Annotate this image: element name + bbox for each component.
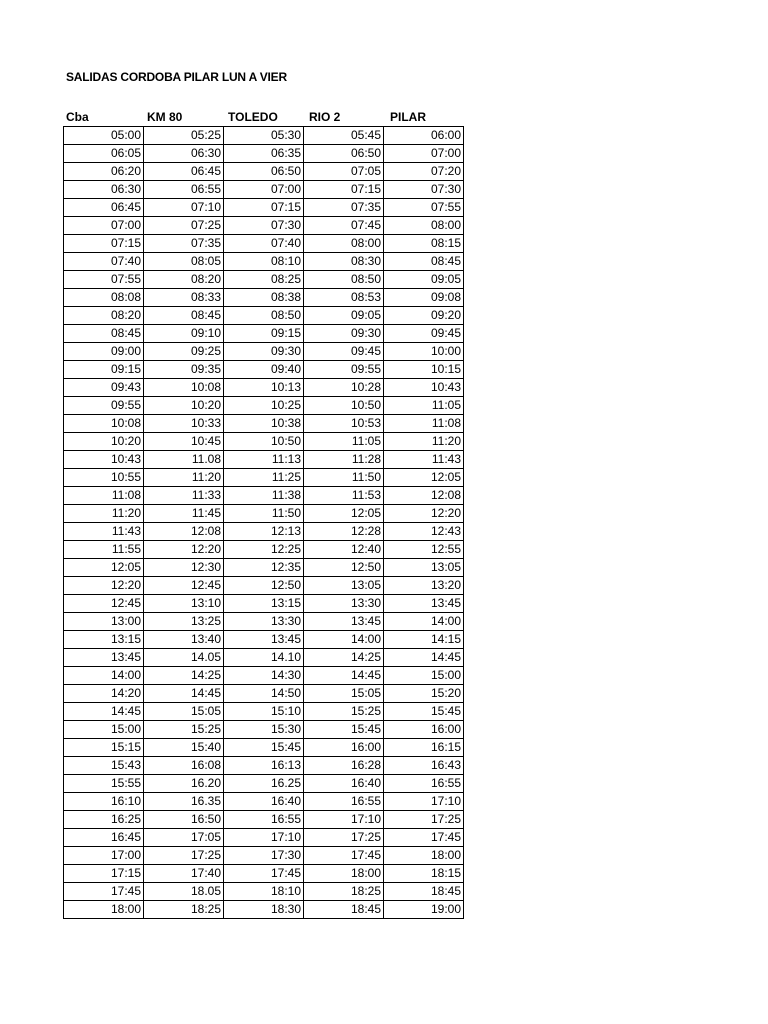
cell-rio2: 07:05 — [304, 163, 384, 181]
cell-km80: 06:30 — [144, 145, 224, 163]
table-row — [64, 505, 464, 523]
cell-toledo: 09:15 — [224, 325, 304, 343]
cell-km80: 18.05 — [144, 883, 224, 901]
cell-cba: 06:05 — [64, 145, 144, 163]
cell-km80: 17:40 — [144, 865, 224, 883]
cell-rio2: 07:35 — [304, 199, 384, 217]
cell-cba: 07:00 — [64, 217, 144, 235]
table-row — [64, 847, 464, 865]
column-header-pilar: PILAR — [390, 110, 426, 124]
cell-toledo: 10:25 — [224, 397, 304, 415]
cell-rio2: 13:30 — [304, 595, 384, 613]
cell-pilar: 07:00 — [384, 145, 464, 163]
cell-km80: 17:05 — [144, 829, 224, 847]
cell-cba: 15:55 — [64, 775, 144, 793]
cell-km80: 16:08 — [144, 757, 224, 775]
cell-pilar: 09:45 — [384, 325, 464, 343]
cell-rio2: 18:00 — [304, 865, 384, 883]
cell-cba: 08:20 — [64, 307, 144, 325]
cell-cba: 09:00 — [64, 343, 144, 361]
table-row — [64, 145, 464, 163]
cell-rio2: 08:30 — [304, 253, 384, 271]
cell-rio2: 16:55 — [304, 793, 384, 811]
table-row — [64, 721, 464, 739]
cell-pilar: 06:00 — [384, 127, 464, 145]
cell-cba: 17:15 — [64, 865, 144, 883]
cell-rio2: 14:25 — [304, 649, 384, 667]
table-row — [64, 343, 464, 361]
cell-toledo: 15:30 — [224, 721, 304, 739]
table-row — [64, 307, 464, 325]
cell-cba: 06:45 — [64, 199, 144, 217]
cell-cba: 17:45 — [64, 883, 144, 901]
cell-toledo: 08:50 — [224, 307, 304, 325]
cell-rio2: 12:05 — [304, 505, 384, 523]
table-row — [64, 487, 464, 505]
cell-toledo: 16:55 — [224, 811, 304, 829]
cell-km80: 08:33 — [144, 289, 224, 307]
cell-cba: 13:00 — [64, 613, 144, 631]
cell-toledo: 15:10 — [224, 703, 304, 721]
cell-rio2: 14:45 — [304, 667, 384, 685]
cell-rio2: 14:00 — [304, 631, 384, 649]
cell-km80: 07:25 — [144, 217, 224, 235]
cell-pilar: 15:45 — [384, 703, 464, 721]
cell-pilar: 16:00 — [384, 721, 464, 739]
cell-cba: 11:08 — [64, 487, 144, 505]
cell-km80: 10:45 — [144, 433, 224, 451]
table-row — [64, 613, 464, 631]
cell-toledo: 14:50 — [224, 685, 304, 703]
cell-rio2: 08:00 — [304, 235, 384, 253]
cell-pilar: 12:08 — [384, 487, 464, 505]
cell-rio2: 12:50 — [304, 559, 384, 577]
cell-pilar: 16:15 — [384, 739, 464, 757]
table-row — [64, 253, 464, 271]
table-row — [64, 523, 464, 541]
cell-cba: 17:00 — [64, 847, 144, 865]
cell-pilar: 07:55 — [384, 199, 464, 217]
cell-cba: 15:15 — [64, 739, 144, 757]
cell-toledo: 17:30 — [224, 847, 304, 865]
cell-cba: 12:45 — [64, 595, 144, 613]
cell-rio2: 15:25 — [304, 703, 384, 721]
cell-toledo: 06:35 — [224, 145, 304, 163]
cell-rio2: 09:05 — [304, 307, 384, 325]
cell-rio2: 10:50 — [304, 397, 384, 415]
table-row — [64, 793, 464, 811]
cell-rio2: 06:50 — [304, 145, 384, 163]
cell-cba: 09:15 — [64, 361, 144, 379]
cell-km80: 13:40 — [144, 631, 224, 649]
cell-cba: 11:55 — [64, 541, 144, 559]
cell-toledo: 16.25 — [224, 775, 304, 793]
cell-cba: 10:43 — [64, 451, 144, 469]
cell-toledo: 12:13 — [224, 523, 304, 541]
cell-cba: 13:45 — [64, 649, 144, 667]
cell-km80: 10:33 — [144, 415, 224, 433]
cell-pilar: 18:45 — [384, 883, 464, 901]
cell-pilar: 12:05 — [384, 469, 464, 487]
cell-rio2: 17:10 — [304, 811, 384, 829]
cell-cba: 12:20 — [64, 577, 144, 595]
table-row — [64, 235, 464, 253]
table-row — [64, 631, 464, 649]
cell-pilar: 11:20 — [384, 433, 464, 451]
cell-pilar: 09:20 — [384, 307, 464, 325]
cell-pilar: 12:20 — [384, 505, 464, 523]
cell-cba: 12:05 — [64, 559, 144, 577]
table-row — [64, 217, 464, 235]
cell-toledo: 11:13 — [224, 451, 304, 469]
cell-pilar: 07:20 — [384, 163, 464, 181]
cell-cba: 15:00 — [64, 721, 144, 739]
cell-pilar: 08:15 — [384, 235, 464, 253]
cell-pilar: 17:10 — [384, 793, 464, 811]
cell-cba: 07:40 — [64, 253, 144, 271]
cell-toledo: 14.10 — [224, 649, 304, 667]
cell-cba: 16:10 — [64, 793, 144, 811]
cell-km80: 16.35 — [144, 793, 224, 811]
table-row — [64, 883, 464, 901]
cell-toledo: 07:40 — [224, 235, 304, 253]
cell-km80: 13:10 — [144, 595, 224, 613]
cell-pilar: 14:15 — [384, 631, 464, 649]
cell-km80: 10:20 — [144, 397, 224, 415]
table-row — [64, 829, 464, 847]
column-header-km80: KM 80 — [147, 110, 183, 124]
cell-pilar: 18:15 — [384, 865, 464, 883]
cell-cba: 15:43 — [64, 757, 144, 775]
cell-rio2: 08:53 — [304, 289, 384, 307]
cell-rio2: 16:28 — [304, 757, 384, 775]
table-row — [64, 541, 464, 559]
cell-cba: 06:20 — [64, 163, 144, 181]
cell-km80: 16:50 — [144, 811, 224, 829]
table-row — [64, 325, 464, 343]
cell-rio2: 18:25 — [304, 883, 384, 901]
cell-toledo: 13:15 — [224, 595, 304, 613]
cell-cba: 10:55 — [64, 469, 144, 487]
cell-toledo: 14:30 — [224, 667, 304, 685]
page-title: SALIDAS CORDOBA PILAR LUN A VIER — [66, 70, 287, 84]
cell-rio2: 13:05 — [304, 577, 384, 595]
cell-pilar: 15:20 — [384, 685, 464, 703]
cell-pilar: 17:25 — [384, 811, 464, 829]
cell-toledo: 07:00 — [224, 181, 304, 199]
column-header-rio2: RIO 2 — [309, 110, 341, 124]
cell-toledo: 17:10 — [224, 829, 304, 847]
cell-cba: 14:00 — [64, 667, 144, 685]
cell-cba: 11:20 — [64, 505, 144, 523]
cell-rio2: 11:28 — [304, 451, 384, 469]
table-row — [64, 361, 464, 379]
table-row — [64, 775, 464, 793]
cell-km80: 07:10 — [144, 199, 224, 217]
cell-cba: 10:20 — [64, 433, 144, 451]
cell-rio2: 13:45 — [304, 613, 384, 631]
column-header-toledo: TOLEDO — [228, 110, 278, 124]
cell-km80: 13:25 — [144, 613, 224, 631]
cell-toledo: 08:38 — [224, 289, 304, 307]
cell-rio2: 17:45 — [304, 847, 384, 865]
cell-pilar: 19:00 — [384, 901, 464, 919]
cell-rio2: 17:25 — [304, 829, 384, 847]
cell-rio2: 15:45 — [304, 721, 384, 739]
table-row — [64, 595, 464, 613]
cell-toledo: 18:10 — [224, 883, 304, 901]
table-row — [64, 433, 464, 451]
cell-cba: 18:00 — [64, 901, 144, 919]
cell-toledo: 11:38 — [224, 487, 304, 505]
table-row — [64, 901, 464, 919]
cell-toledo: 07:15 — [224, 199, 304, 217]
table-row — [64, 127, 464, 145]
cell-toledo: 08:25 — [224, 271, 304, 289]
cell-pilar: 15:00 — [384, 667, 464, 685]
cell-rio2: 05:45 — [304, 127, 384, 145]
cell-km80: 15:40 — [144, 739, 224, 757]
table-row — [64, 739, 464, 757]
cell-cba: 06:30 — [64, 181, 144, 199]
table-row — [64, 289, 464, 307]
cell-km80: 06:55 — [144, 181, 224, 199]
cell-rio2: 07:15 — [304, 181, 384, 199]
cell-km80: 18:25 — [144, 901, 224, 919]
cell-pilar: 08:00 — [384, 217, 464, 235]
table-row — [64, 703, 464, 721]
cell-toledo: 13:30 — [224, 613, 304, 631]
cell-km80: 12:20 — [144, 541, 224, 559]
cell-km80: 16.20 — [144, 775, 224, 793]
cell-km80: 15:25 — [144, 721, 224, 739]
cell-cba: 08:08 — [64, 289, 144, 307]
cell-cba: 05:00 — [64, 127, 144, 145]
cell-rio2: 07:45 — [304, 217, 384, 235]
cell-km80: 12:08 — [144, 523, 224, 541]
table-row — [64, 685, 464, 703]
table-row — [64, 415, 464, 433]
cell-rio2: 12:28 — [304, 523, 384, 541]
cell-toledo: 13:45 — [224, 631, 304, 649]
table-row — [64, 649, 464, 667]
cell-toledo: 18:30 — [224, 901, 304, 919]
cell-rio2: 11:50 — [304, 469, 384, 487]
cell-cba: 13:15 — [64, 631, 144, 649]
cell-km80: 08:20 — [144, 271, 224, 289]
cell-pilar: 13:45 — [384, 595, 464, 613]
cell-cba: 09:43 — [64, 379, 144, 397]
cell-pilar: 16:43 — [384, 757, 464, 775]
cell-cba: 10:08 — [64, 415, 144, 433]
cell-km80: 11:20 — [144, 469, 224, 487]
cell-rio2: 15:05 — [304, 685, 384, 703]
cell-cba: 07:15 — [64, 235, 144, 253]
cell-toledo: 10:50 — [224, 433, 304, 451]
cell-cba: 14:20 — [64, 685, 144, 703]
cell-km80: 06:45 — [144, 163, 224, 181]
cell-pilar: 16:55 — [384, 775, 464, 793]
cell-km80: 05:25 — [144, 127, 224, 145]
cell-toledo: 10:13 — [224, 379, 304, 397]
cell-km80: 07:35 — [144, 235, 224, 253]
table-row — [64, 181, 464, 199]
cell-cba: 16:25 — [64, 811, 144, 829]
cell-pilar: 11:43 — [384, 451, 464, 469]
table-row — [64, 865, 464, 883]
cell-rio2: 18:45 — [304, 901, 384, 919]
cell-km80: 09:25 — [144, 343, 224, 361]
cell-pilar: 11:05 — [384, 397, 464, 415]
cell-pilar: 14:00 — [384, 613, 464, 631]
cell-toledo: 09:30 — [224, 343, 304, 361]
cell-toledo: 17:45 — [224, 865, 304, 883]
cell-rio2: 12:40 — [304, 541, 384, 559]
table-row — [64, 559, 464, 577]
cell-pilar: 10:00 — [384, 343, 464, 361]
cell-rio2: 10:53 — [304, 415, 384, 433]
cell-rio2: 09:45 — [304, 343, 384, 361]
cell-km80: 11:45 — [144, 505, 224, 523]
cell-rio2: 11:05 — [304, 433, 384, 451]
cell-km80: 09:35 — [144, 361, 224, 379]
cell-rio2: 16:40 — [304, 775, 384, 793]
cell-km80: 11:33 — [144, 487, 224, 505]
table-row — [64, 199, 464, 217]
schedule-table — [63, 126, 464, 919]
cell-toledo: 12:50 — [224, 577, 304, 595]
cell-rio2: 09:55 — [304, 361, 384, 379]
cell-cba: 14:45 — [64, 703, 144, 721]
column-header-cba: Cba — [66, 110, 89, 124]
cell-pilar: 17:45 — [384, 829, 464, 847]
cell-pilar: 18:00 — [384, 847, 464, 865]
cell-toledo: 05:30 — [224, 127, 304, 145]
cell-pilar: 09:05 — [384, 271, 464, 289]
cell-toledo: 16:13 — [224, 757, 304, 775]
table-row — [64, 577, 464, 595]
table-row — [64, 163, 464, 181]
cell-pilar: 10:43 — [384, 379, 464, 397]
cell-rio2: 16:00 — [304, 739, 384, 757]
cell-km80: 14.05 — [144, 649, 224, 667]
cell-rio2: 11:53 — [304, 487, 384, 505]
cell-km80: 12:30 — [144, 559, 224, 577]
cell-pilar: 07:30 — [384, 181, 464, 199]
cell-cba: 08:45 — [64, 325, 144, 343]
cell-cba: 09:55 — [64, 397, 144, 415]
table-row — [64, 271, 464, 289]
cell-toledo: 09:40 — [224, 361, 304, 379]
table-row — [64, 811, 464, 829]
cell-toledo: 10:38 — [224, 415, 304, 433]
cell-toledo: 07:30 — [224, 217, 304, 235]
table-row — [64, 757, 464, 775]
cell-rio2: 09:30 — [304, 325, 384, 343]
cell-pilar: 13:20 — [384, 577, 464, 595]
cell-cba: 16:45 — [64, 829, 144, 847]
cell-pilar: 10:15 — [384, 361, 464, 379]
cell-cba: 11:43 — [64, 523, 144, 541]
cell-toledo: 15:45 — [224, 739, 304, 757]
cell-toledo: 11:25 — [224, 469, 304, 487]
cell-km80: 12:45 — [144, 577, 224, 595]
cell-km80: 17:25 — [144, 847, 224, 865]
table-row — [64, 379, 464, 397]
cell-km80: 10:08 — [144, 379, 224, 397]
cell-pilar: 12:43 — [384, 523, 464, 541]
cell-toledo: 16:40 — [224, 793, 304, 811]
cell-toledo: 12:25 — [224, 541, 304, 559]
cell-cba: 07:55 — [64, 271, 144, 289]
cell-toledo: 06:50 — [224, 163, 304, 181]
cell-km80: 14:25 — [144, 667, 224, 685]
cell-rio2: 10:28 — [304, 379, 384, 397]
cell-km80: 14:45 — [144, 685, 224, 703]
cell-toledo: 08:10 — [224, 253, 304, 271]
table-row — [64, 667, 464, 685]
cell-km80: 15:05 — [144, 703, 224, 721]
cell-pilar: 08:45 — [384, 253, 464, 271]
table-row — [64, 469, 464, 487]
cell-pilar: 11:08 — [384, 415, 464, 433]
cell-toledo: 12:35 — [224, 559, 304, 577]
cell-pilar: 14:45 — [384, 649, 464, 667]
cell-km80: 11.08 — [144, 451, 224, 469]
cell-km80: 08:05 — [144, 253, 224, 271]
table-row — [64, 451, 464, 469]
cell-km80: 09:10 — [144, 325, 224, 343]
cell-pilar: 12:55 — [384, 541, 464, 559]
cell-km80: 08:45 — [144, 307, 224, 325]
cell-rio2: 08:50 — [304, 271, 384, 289]
cell-pilar: 13:05 — [384, 559, 464, 577]
cell-toledo: 11:50 — [224, 505, 304, 523]
table-row — [64, 397, 464, 415]
cell-pilar: 09:08 — [384, 289, 464, 307]
